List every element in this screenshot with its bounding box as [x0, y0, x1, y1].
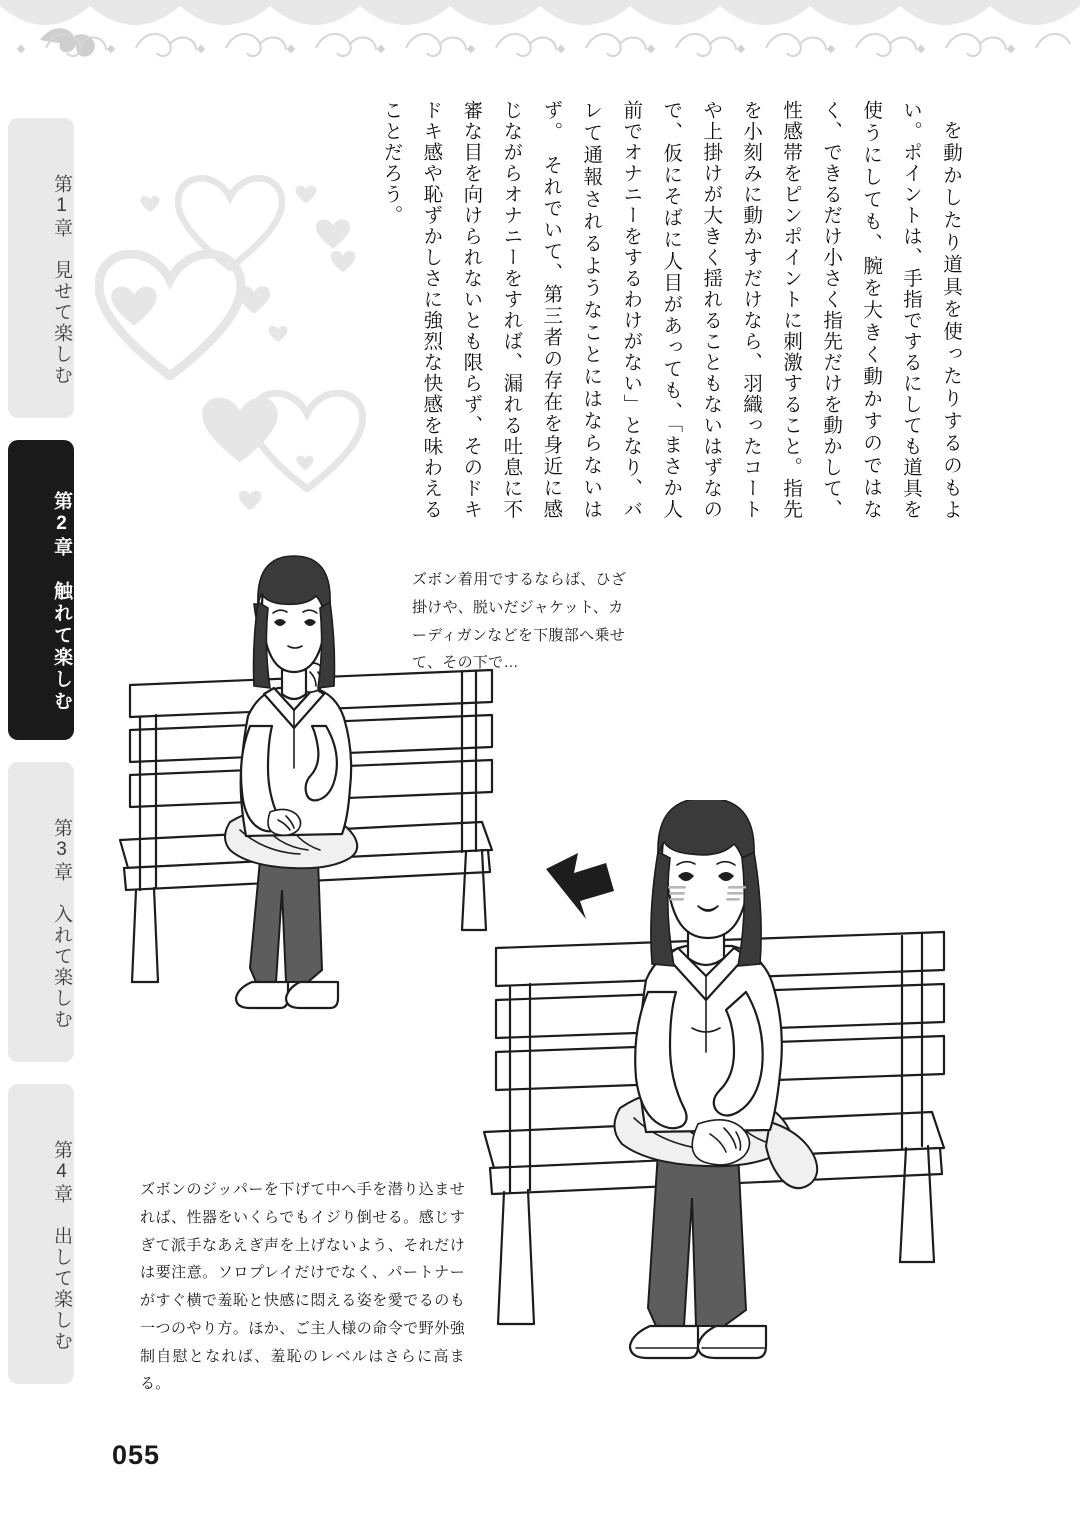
body-paragraph: を動かしたり道具を使ったりするのもよい。ポイントは、手指でするにしても道具を使うにしても、腕を大きく動かすのではなく、できるだけ小さく指先だけを動かして、性感帯をピンポイントに刺激すること。指先を小刻みに動かすだけなら、羽織ったコートや上掛けが大きく揺れることもないはずなので、仮にそばに人目があっても、「まさか人前でオナニーをするわけがない」となり、バレて通報されるようなことにはならないはず。 それでいて、第三者の存在を身近に感じながらオナニーをすれば、漏れる吐息に不審な目を向けられないとも限らず、そのドキドキ感や恥ずかしさに強烈な快感を味わえることだろう。 — [380, 100, 961, 520]
heart-decoration-icon — [140, 195, 160, 213]
sidebar-item-chapter-2[interactable] — [8, 440, 74, 740]
heart-decoration-icon — [200, 395, 280, 465]
sidebar-item-chapter-3[interactable] — [8, 762, 74, 1062]
heart-decoration-icon — [237, 285, 271, 315]
sidebar-item-label: 第2章 触れて楽しむ — [51, 491, 72, 713]
illustration-girl-on-bench-bottom — [470, 800, 970, 1405]
heart-decoration-icon — [238, 490, 262, 511]
sidebar-item-label: 第1章 見せて楽しむ — [51, 174, 72, 386]
sidebar-item-chapter-4[interactable] — [8, 1084, 74, 1384]
heart-decoration-icon — [296, 455, 314, 471]
page-body-text — [330, 100, 970, 520]
heart-decoration-icon — [110, 285, 158, 327]
heart-decoration-icon — [175, 175, 285, 271]
heart-decoration-icon — [295, 185, 317, 204]
ornamental-border-icon — [0, 0, 1080, 86]
page-number: 055 — [112, 1440, 161, 1470]
sidebar-item-label: 第3章 入れて楽しむ — [51, 818, 72, 1030]
caption-bottom: ズボンのジッパーを下げて中へ手を潜り込ませれば、性器をいくらでもイジり倒せる。感じすぎて派手なあえぎ声を上げないよう、それだけは要注意。ソロプレイだけでなく、パートナーがすぐ横で羞恥と快感に悶える姿を愛でるのも一つのやり方。ほか、ご主人様の命令で野外強制自慰となれば、羞恥のレベルはさらに高まる。 — [140, 1181, 465, 1393]
heart-decoration-icon — [268, 325, 288, 343]
sidebar-item-label: 第4章 出して楽しむ — [51, 1140, 72, 1352]
caption-top: ズボン着用でするならば、ひざ掛けや、脱いだジャケット、カーディガンなどを下腹部へ乗せて、その下で… — [412, 571, 627, 672]
sidebar-item-chapter-1[interactable] — [8, 118, 74, 418]
